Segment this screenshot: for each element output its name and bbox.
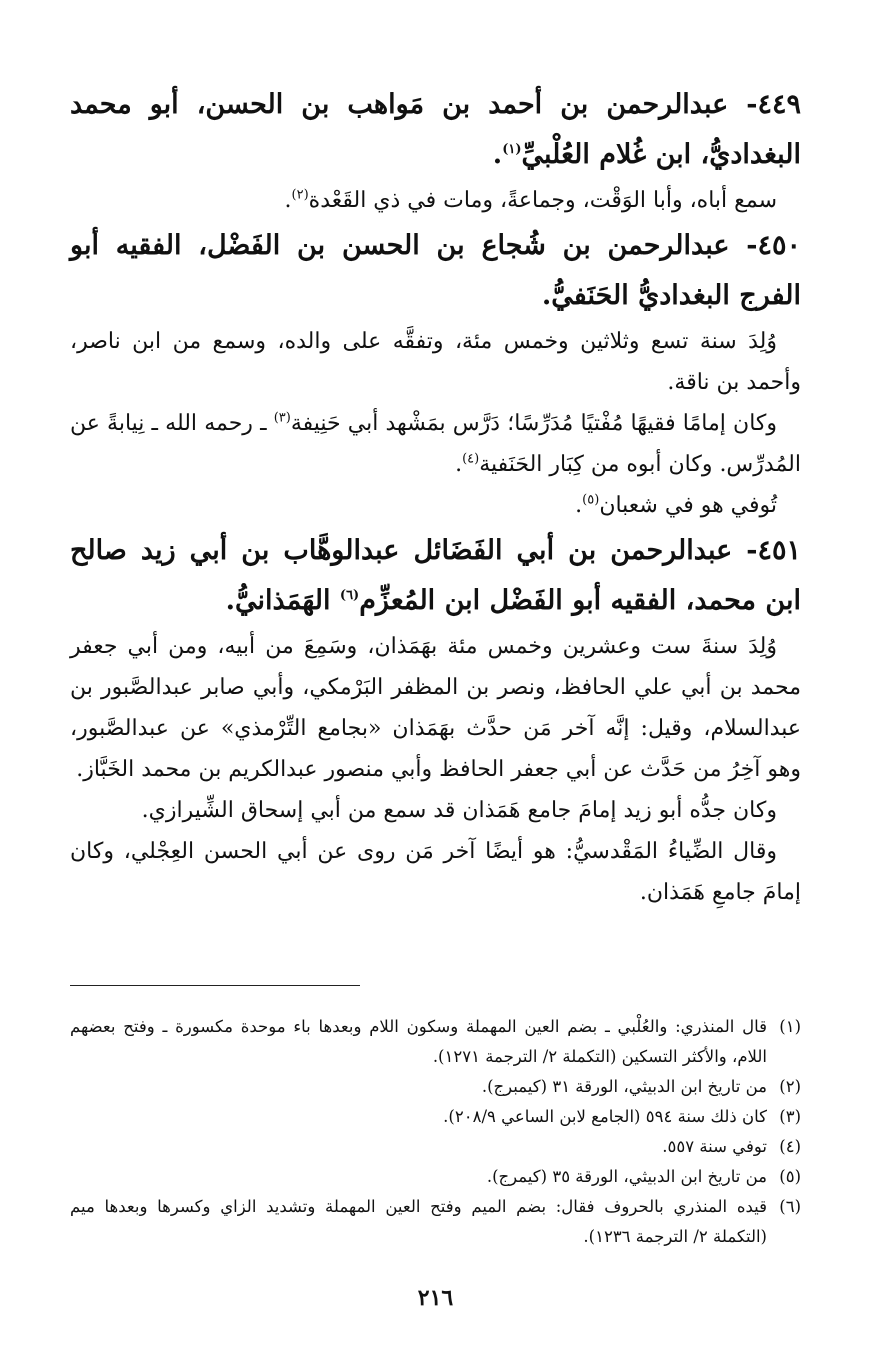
page-number: ٢١٦: [417, 1285, 454, 1311]
footnote-item: [70, 1132, 801, 1162]
footnote-ref: (٦): [339, 588, 360, 603]
entry-heading-text: ٤٥٠- عبدالرحمن بن شُجاع بن الحسن بن الفَضْل، الفقيه أبو الفرج البغداديُّ الحَنَفيُّ.: [70, 230, 801, 311]
footnote-item: [70, 1072, 801, 1102]
footnotes: [70, 1012, 801, 1252]
entry-heading-450: [70, 221, 801, 321]
footnote-divider: [70, 985, 360, 986]
footnote-ref: (١): [502, 142, 522, 157]
entry-heading-end: .: [492, 139, 503, 170]
footnote-text: قال المنذري: والعُلْبي ـ بضم العين المهملة وسكون اللام وبعدها باء موحدة مكسورة ـ وفتح بعضهم اللام، والأكثر التسكين (التكملة ٢/ الترجمة ١٢٧١).: [70, 1017, 767, 1066]
footnote-item: [70, 1102, 801, 1132]
footnote-text: قيده المنذري بالحروف فقال: بضم الميم وفتح العين المهملة وتشديد الزاي وكسرها وبعدها ميم (التكملة ٢/ الترجمة ١٢٣٦).: [70, 1197, 767, 1246]
entry-paragraph: [70, 831, 801, 913]
paragraph-text: وُلِدَ سنةَ ست وعشرين وخمس مئة بهَمَذان، وسَمِعَ من أبيه، ومن أبي جعفر محمد بن أبي علي الحافظ، ونصر بن المظفر البَرْمكي، وأبي صابر عبدالصَّبور بن عبدالسلام، وقيل: إنَّه آخر مَن حدَّث بهَمَذان «بجامع التِّرْمذي» عن عبدالصَّبور، وهو آخِرُ من حَدَّث عن أبي جعفر الحافظ وأبي منصور عبدالكريم بن محمد الخَبَّاز.: [70, 634, 801, 782]
footnote-text: من تاريخ ابن الدبيثي، الورقة ٣١ (كيمبرج).: [481, 1077, 767, 1096]
footnote-number: (١): [779, 1017, 801, 1036]
paragraph-end: .: [455, 452, 463, 477]
entry-heading-text: ٤٤٩- عبدالرحمن بن أحمد بن مَواهب بن الحسن، أبو محمد البغداديُّ، ابن غُلام العُلْبيِّ: [70, 89, 801, 170]
footnote-item: [70, 1012, 801, 1072]
entry-paragraph: [70, 626, 801, 790]
paragraph-text: سمع أباه، وأبا الوَقْت، وجماعةً، ومات في ذي القَعْدة: [308, 188, 777, 213]
footnote-number: (٥): [779, 1167, 801, 1186]
footnote-ref: (٤): [462, 451, 480, 467]
footnote-number: (٢): [779, 1077, 801, 1096]
footnote-number: (٦): [779, 1197, 801, 1216]
paragraph-text: وكان جدُّه أبو زيد إمامَ جامع هَمَذان قد سمع من أبي إسحاق الشِّيرازي.: [141, 798, 777, 823]
paragraph-text: وكان إمامًا فقيهًا مُفْتيًا مُدَرِّسًا؛ دَرَّس بمَشْهد أبي حَنِيفة: [290, 411, 777, 436]
paragraph-text: وُلِدَ سنة تسع وثلاثين وخمس مئة، وتفقَّه على والده، وسمع من ابن ناصر، وأحمد بن ناقة.: [70, 329, 801, 395]
footnote-number: (٣): [779, 1107, 801, 1126]
footnote-text: توفي سنة ٥٥٧.: [662, 1137, 767, 1156]
paragraph-text: تُوفي هو في شعبان: [599, 493, 777, 518]
entry-heading-451: [70, 526, 801, 626]
entry-paragraph: [70, 403, 801, 485]
paragraph-text-cont: ـ رحمه الله ـ نِيابةً عن المُدرِّس. وكان أبوه من كِبَار الحَنَفية: [70, 411, 801, 477]
footnote-text: كان ذلك سنة ٥٩٤ (الجامع لابن الساعي ٢٠٨/٩).: [443, 1107, 767, 1126]
book-page: [70, 80, 801, 1363]
footnote-text: من تاريخ ابن الدبيثي، الورقة ٣٥ (كيمرج).: [486, 1167, 767, 1186]
footnote-ref: (٢): [291, 187, 309, 203]
entry-heading-449: [70, 80, 801, 180]
paragraph-end: .: [575, 493, 583, 518]
entry-heading-end: الهَمَذانيُّ.: [225, 585, 340, 616]
entry-paragraph: [70, 180, 801, 221]
entry-paragraph: [70, 321, 801, 403]
footnote-item: [70, 1192, 801, 1252]
entry-paragraph: [70, 790, 801, 831]
entry-heading-text: ٤٥١- عبدالرحمن بن أبي الفَضَائل عبدالوهَّاب بن أبي زيد صالح ابن محمد، الفقيه أبو الفَضْل ابن المُعزِّم: [70, 535, 801, 616]
entry-paragraph: [70, 485, 801, 526]
footnote-ref: (٣): [273, 410, 291, 426]
paragraph-text: وقال الضِّياءُ المَقْدسيُّ: هو أيضًا آخر مَن روى عن أبي الحسن العِجْلي، وكان إمامَ جامعِ هَمَذان.: [70, 839, 801, 905]
footnote-item: [70, 1162, 801, 1192]
footnote-ref: (٥): [582, 492, 600, 508]
paragraph-end: .: [284, 188, 292, 213]
footnote-number: (٤): [779, 1137, 801, 1156]
